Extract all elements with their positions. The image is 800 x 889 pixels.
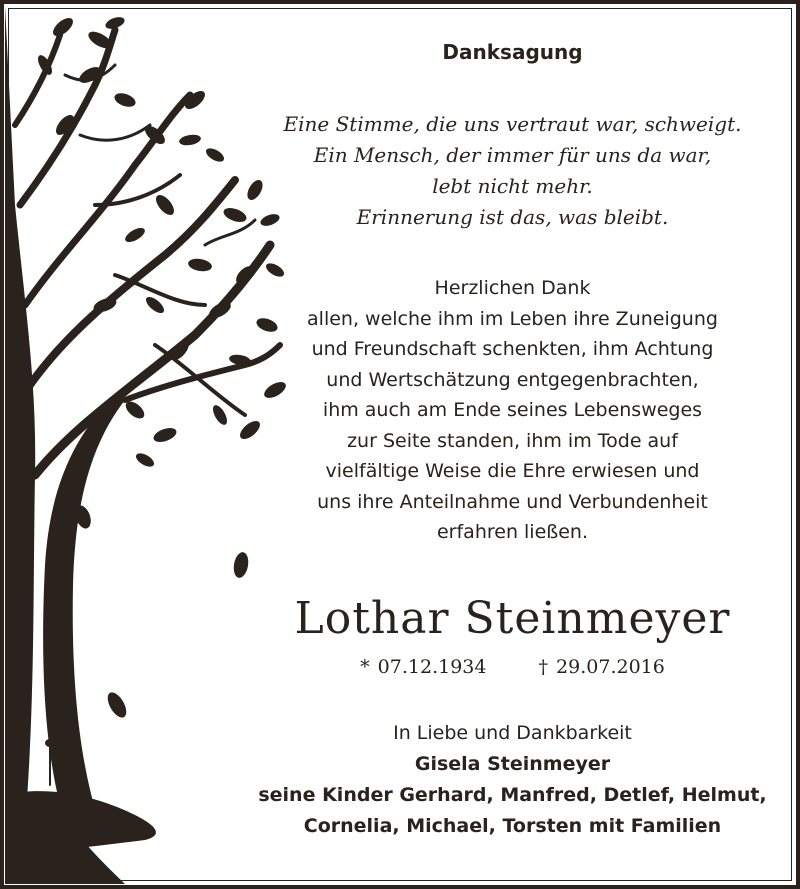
birth-date: * 07.12.1934 [360,655,487,678]
poem-line: Erinnerung ist das, was bleibt. [356,205,669,229]
poem-line: Eine Stimme, die uns vertraut war, schweigt. [283,112,742,136]
thanks-line: allen, welche ihm im Leben ihre Zuneigung [307,307,718,330]
closing [245,718,780,842]
thanks-line: erfahren ließen. [436,521,589,543]
thanks-line: zur Seite standen, ihm im Tode auf [347,429,678,452]
thanks-line: ihm auch am Ende seines Lebensweges [322,399,703,421]
thanks-text [245,273,780,548]
notice-content [245,40,780,842]
poem [245,109,780,233]
poem-line: Ein Mensch, der immer für uns da war, [313,143,712,167]
mourner-line: Cornelia, Michael, Torsten mit Familien [303,814,722,837]
thanks-line: uns ihre Anteilnahme und Verbundenheit [317,490,708,513]
poem-line: lebt nicht mehr. [432,174,593,198]
deceased-name: Lothar Steinmeyer [294,592,731,644]
thanks-line: und Wertschätzung entgegenbrachten, [326,368,699,391]
thanks-line: Herzlichen Dank [434,277,591,299]
death-date: † 29.07.2016 [538,655,665,678]
thanks-line: vielfältige Weise die Ehre erwiesen und [325,460,700,482]
closing-intro: In Liebe und Dankbarkeit [393,721,632,744]
mourner-line: Gisela Steinmeyer [414,752,611,775]
thanks-line: und Freundschaft schenkten, ihm Achtung [311,338,714,360]
life-dates [245,656,780,678]
heading: Danksagung [442,40,583,64]
mourner-line: seine Kinder Gerhard, Manfred, Detlef, Helmut, [258,783,767,806]
